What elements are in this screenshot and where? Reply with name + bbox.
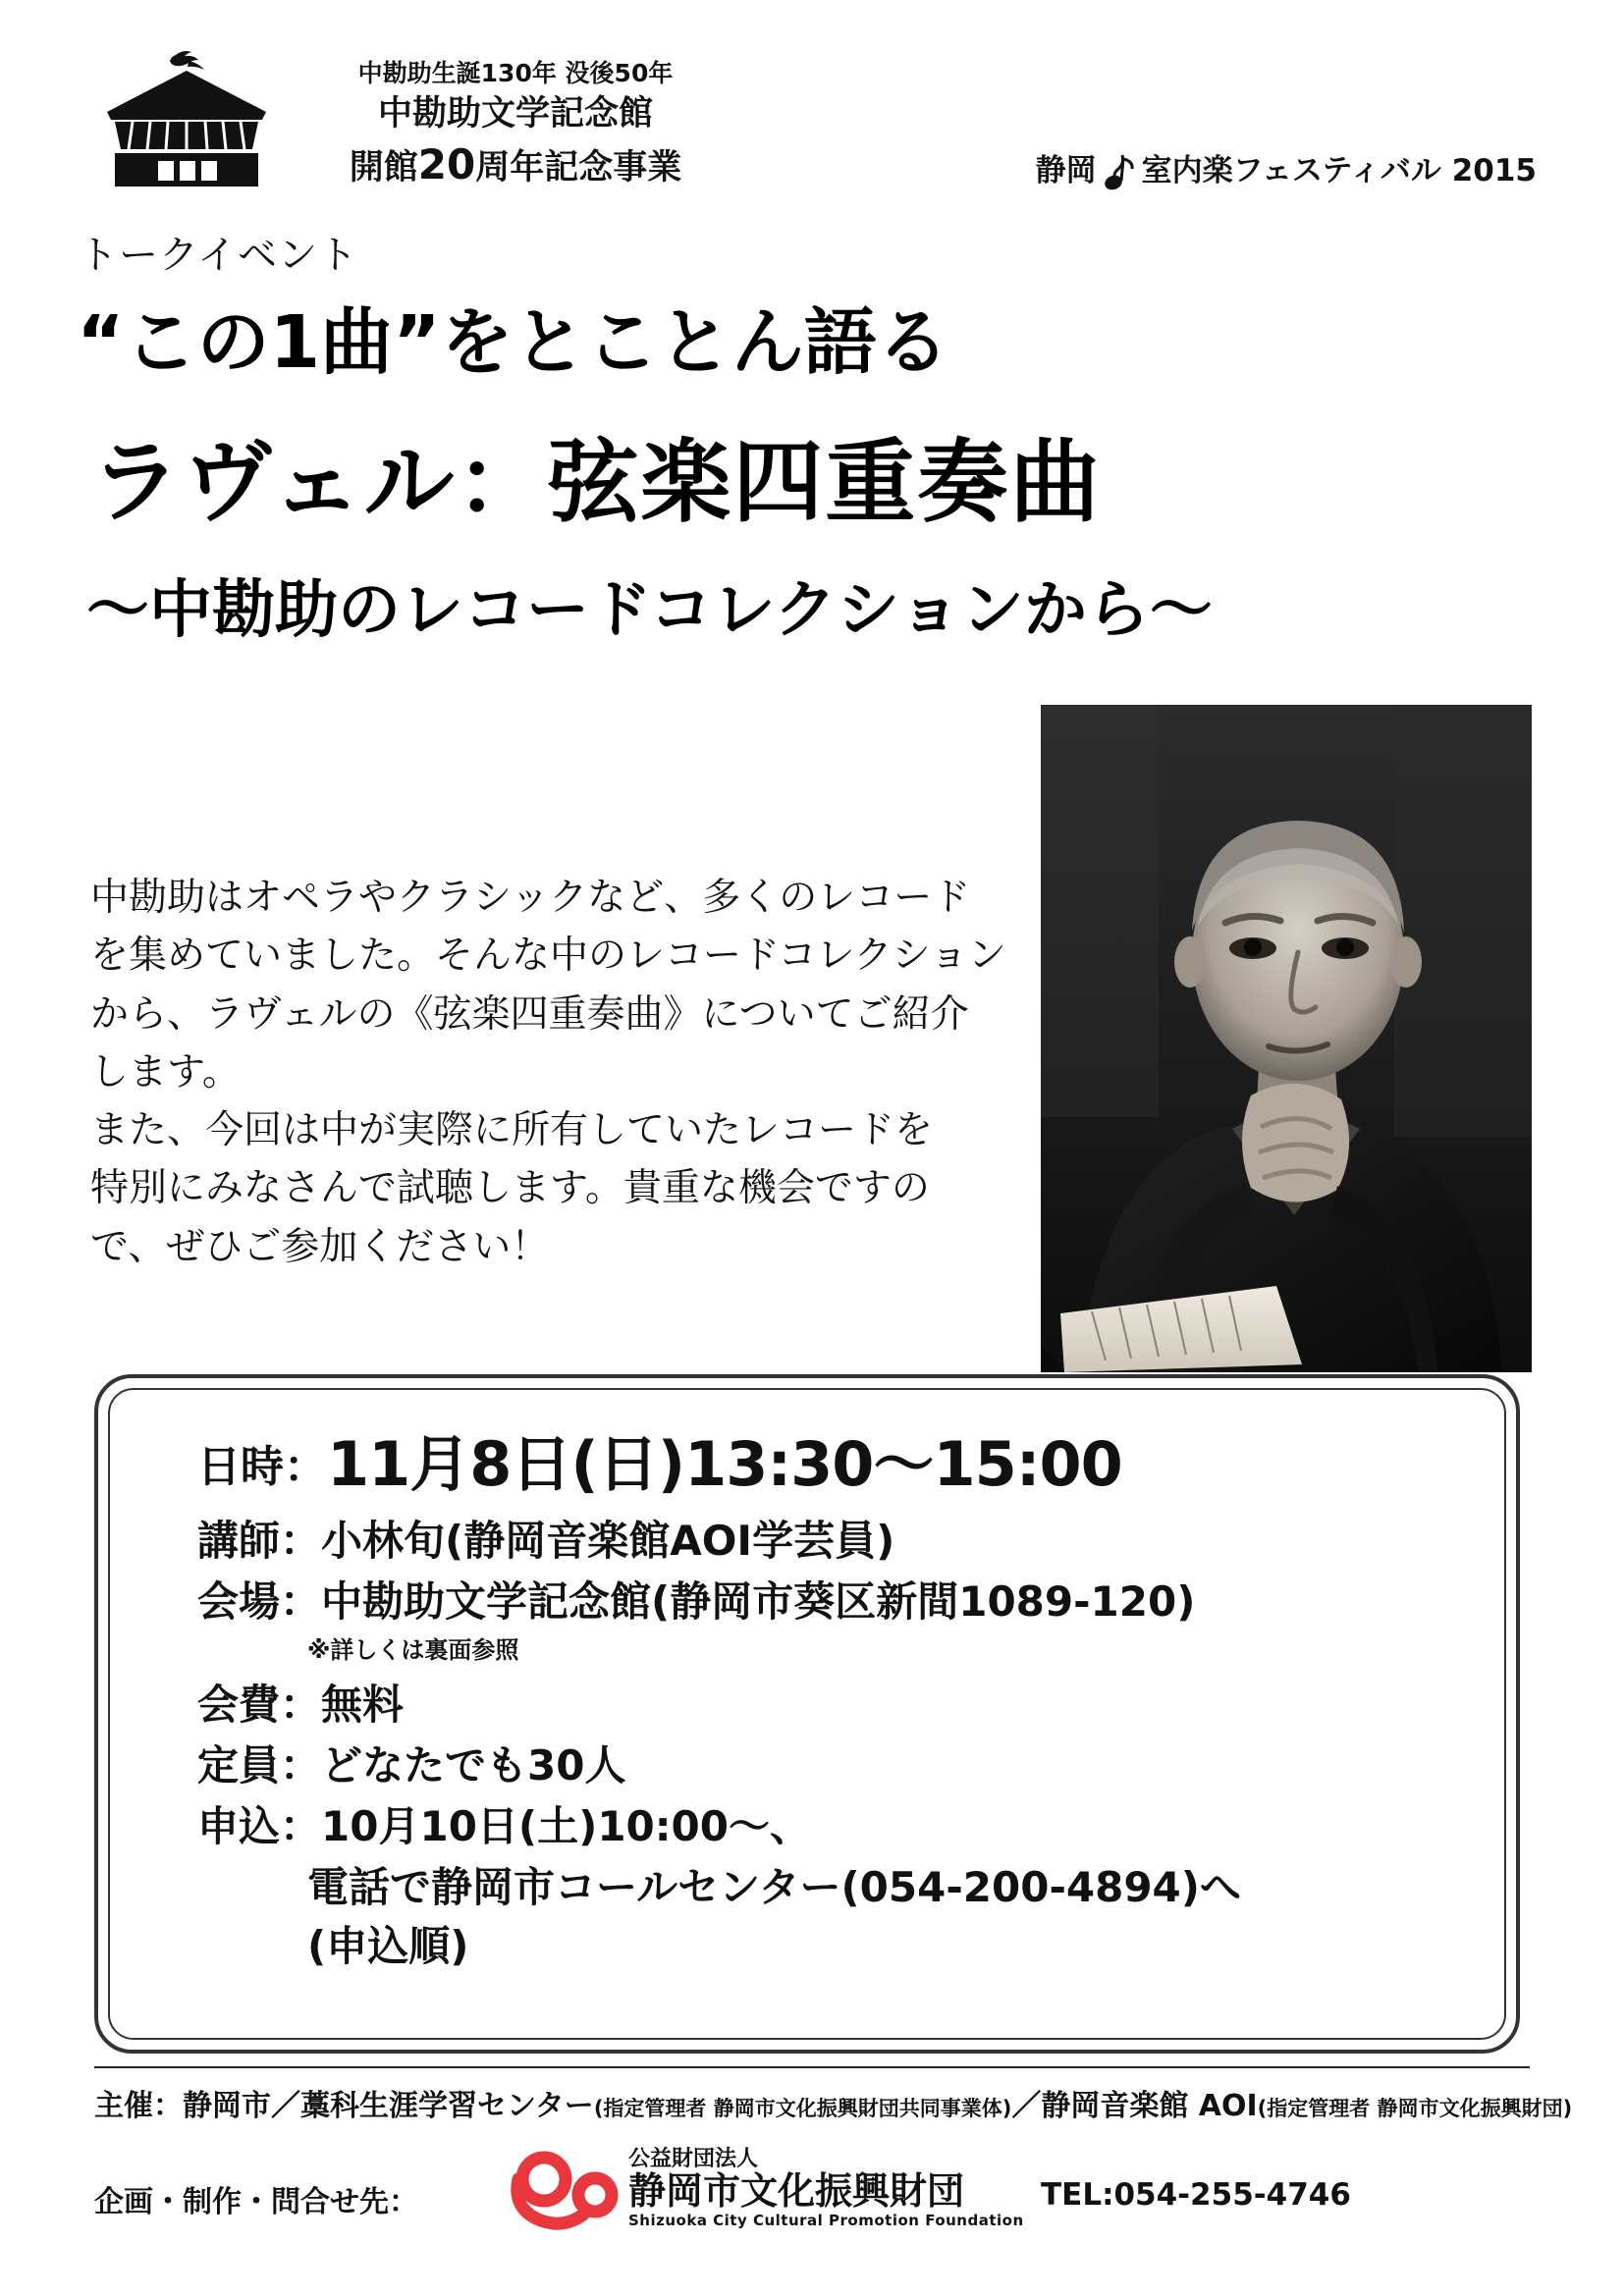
detail-row-capacity bbox=[197, 1734, 1481, 1792]
festival-pre: 静岡 bbox=[1035, 153, 1097, 188]
poster-header bbox=[93, 39, 1537, 211]
description-line: を集めていました。そんな中のレコードコレクション bbox=[90, 934, 1006, 979]
detail-sep: ： bbox=[280, 1741, 322, 1789]
detail-sep: ： bbox=[284, 1442, 327, 1492]
detail-label-application: 申込 bbox=[197, 1802, 281, 1850]
detail-row-datetime bbox=[197, 1415, 1481, 1503]
application-phone-line: 電話で静岡市コールセンター(054-200-4894)へ bbox=[307, 1863, 1241, 1911]
organizer-name-1: 静岡市／藁科生涯学習センター bbox=[183, 2089, 594, 2123]
detail-row-fee bbox=[197, 1673, 1481, 1732]
foundation-mark-icon bbox=[511, 2150, 623, 2234]
poster-subtitle: 〜中勘助のレコードコレクションから〜 bbox=[86, 573, 1213, 647]
museum-title-block bbox=[290, 59, 741, 189]
organizer-line bbox=[94, 2081, 1573, 2124]
description-line: また、今回は中が実際に所有していたレコードを bbox=[90, 1108, 934, 1153]
museum-anniversary-project bbox=[290, 139, 741, 189]
detail-value-datetime: 11月8日(日)13:30〜15:00 bbox=[327, 1428, 1122, 1500]
detail-value-application: 10月10日(土)10:00〜、 bbox=[321, 1802, 812, 1850]
detail-sep: ： bbox=[280, 1802, 322, 1850]
organizer-note-2: (指定管理者 静岡市文化振興財団) bbox=[1257, 2097, 1573, 2120]
festival-post: 室内楽フェスティバル 2015 bbox=[1141, 153, 1537, 188]
application-order-note: (申込順) bbox=[307, 1922, 469, 1970]
detail-label-fee: 会費 bbox=[197, 1681, 281, 1729]
detail-sep: ： bbox=[280, 1577, 322, 1626]
poster-title-main: “この1曲”をとことん語る bbox=[77, 300, 949, 385]
anniversary-line: 中勘助生誕130年 没後50年 bbox=[357, 59, 674, 87]
description-line: から、ラヴェルの《弦楽四重奏曲》についてご紹介 bbox=[90, 991, 969, 1037]
detail-label-capacity: 定員 bbox=[197, 1741, 281, 1789]
contact-phone: TEL:054-255-4746 bbox=[1041, 2177, 1351, 2213]
portrait-photo bbox=[1041, 705, 1532, 1372]
event-details-content bbox=[197, 1415, 1481, 1973]
detail-label-venue: 会場 bbox=[197, 1577, 281, 1626]
detail-sep: ： bbox=[280, 1681, 322, 1729]
poster-title-piece: ラヴェル：弦楽四重奏曲 bbox=[90, 430, 1103, 535]
detail-value-lecturer: 小林旬(静岡音楽館AOI学芸員) bbox=[321, 1517, 895, 1565]
venue-note: ※詳しくは裏面参照 bbox=[307, 1636, 519, 1664]
description-line: 中勘助はオペラやクラシックなど、多くのレコード bbox=[90, 876, 971, 920]
foundation-name-en: Shizuoka City Cultural Promotion Foundation bbox=[628, 2211, 1024, 2229]
house-logo-icon bbox=[93, 47, 280, 194]
description-line: 特別にみなさんで試聴します。貴重な機会ですの bbox=[90, 1166, 930, 1211]
organizer-label: 主催： bbox=[94, 2089, 183, 2123]
detail-sep: ： bbox=[280, 1517, 322, 1565]
foundation-type: 公益財団法人 bbox=[628, 2147, 759, 2171]
museum-name: 中勘助文学記念館 bbox=[377, 93, 653, 133]
detail-label-lecturer: 講師 bbox=[197, 1517, 281, 1565]
detail-label-datetime: 日時 bbox=[197, 1442, 284, 1492]
detail-value-capacity: どなたでも30人 bbox=[321, 1741, 626, 1789]
anniv-pre: 開館 bbox=[349, 148, 418, 188]
detail-row-lecturer bbox=[197, 1509, 1481, 1568]
event-details-box bbox=[94, 1374, 1520, 2054]
description-line: します。 bbox=[90, 1049, 241, 1095]
anniv-post: 周年記念事業 bbox=[475, 148, 682, 188]
foundation-name-block bbox=[628, 2148, 1024, 2228]
detail-row-venue bbox=[197, 1570, 1481, 1629]
detail-value-fee: 無料 bbox=[321, 1681, 405, 1729]
anniv-num: 20 bbox=[417, 140, 476, 189]
event-type-label: トークイベント bbox=[79, 233, 358, 278]
description-text bbox=[90, 869, 1013, 1276]
foundation-name-ja: 静岡市文化振興財団 bbox=[628, 2169, 965, 2214]
footer-divider bbox=[94, 2066, 1530, 2068]
music-note-icon bbox=[1097, 151, 1142, 194]
festival-banner bbox=[1036, 145, 1537, 194]
contact-label: 企画・制作・問合せ先： bbox=[94, 2185, 418, 2219]
organizer-name-2: 静岡音楽館 AOI bbox=[1041, 2089, 1258, 2123]
detail-row-application bbox=[197, 1794, 1481, 1853]
description-line: で、ぜひご参加ください！ bbox=[90, 1224, 550, 1269]
detail-value-venue: 中勘助文学記念館(静岡市葵区新間1089-120) bbox=[321, 1577, 1196, 1626]
organizer-separator: ／ bbox=[1011, 2089, 1042, 2123]
organizer-note-1: (指定管理者 静岡市文化振興財団共同事業体) bbox=[593, 2097, 1012, 2120]
